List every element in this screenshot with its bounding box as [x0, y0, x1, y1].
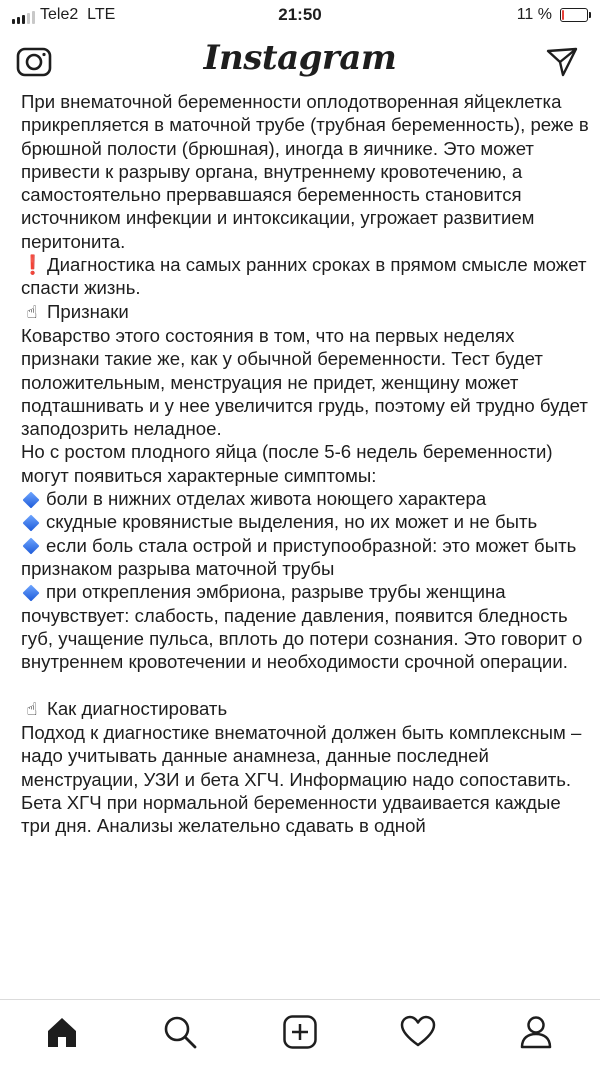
new-post-icon[interactable]	[282, 1014, 318, 1050]
signs-heading	[21, 300, 593, 324]
spacer	[21, 673, 593, 696]
blue-diamond-icon	[23, 514, 40, 531]
warning-text: Диагностика на самых ранних сроках в прямом смысле может спасти жизнь.	[21, 254, 587, 299]
pointing-up-hand-icon: ☝	[26, 301, 38, 322]
symptom-text: если боль стала острой и приступообразной: это может быть признаком разрыва маточной трубы	[21, 534, 577, 579]
blue-diamond-icon	[23, 491, 40, 508]
battery-percent: 11 %	[516, 6, 552, 23]
diagnose-heading	[21, 697, 593, 721]
status-bar	[0, 0, 600, 30]
battery-level-fill	[562, 10, 564, 20]
pointing-up-hand-icon: ☝	[26, 698, 38, 719]
paper-plane-icon[interactable]	[544, 44, 580, 80]
network-type: LTE	[87, 6, 116, 23]
signs-heading-text: Признаки	[47, 300, 129, 322]
blue-diamond-icon	[23, 538, 40, 555]
clock: 21:50	[278, 5, 322, 24]
symptom-item	[21, 510, 593, 533]
signs-text: Коварство этого состояния в том, что на первых неделях признаки такие же, как у обычной беременности. Тест будет положительным, менструация не придет, женщину может подташнивать и у нее увеличится грудь, поэтому ей трудно будет заподозрить неладное.	[21, 324, 588, 440]
post-caption	[21, 90, 593, 838]
symptom-item	[21, 487, 593, 510]
bottom-tab-bar	[0, 999, 600, 1066]
profile-icon[interactable]	[518, 1014, 554, 1050]
exclamation-icon: ❗	[21, 254, 45, 276]
search-icon[interactable]	[162, 1014, 198, 1050]
symptom-text: боли в нижних отделах живота ноющего характера	[46, 488, 487, 510]
carrier-name: Tele2	[40, 6, 79, 23]
symptom-text: при открепления эмбриона, разрыве трубы женщина почувствует: слабость, падение давления, появится бледность губ, учащение пульса, вплоть до потери сознания. Это говорит о внутреннем кровотечении и необходимости срочной операции.	[21, 581, 583, 673]
diagnose-heading-text: Как диагностировать	[47, 697, 228, 719]
symptom-text: скудные кровянистые выделения, но их может и не быть	[46, 511, 538, 533]
growth-text: Но с ростом плодного яйца (после 5-6 недель беременности) могут появиться характерные симптомы:	[21, 441, 553, 486]
app-header	[0, 30, 600, 90]
caption-intro: При внематочной беременности оплодотворенная яйцеклетка прикрепляется в маточной трубе (трубная беременность), реже в брюшной полости (брюшная), иногда в яичнике. Это может привести к разрыву органа, внутреннему кровотечению, а самостоятельно прервавшаяся беременность становится источником инфекции и интоксикации, угрожает развитием перитонита.	[21, 91, 589, 252]
caption-warning	[21, 253, 593, 300]
instagram-logo: Instagram	[203, 38, 397, 78]
symptom-item	[21, 580, 593, 673]
blue-diamond-icon	[23, 584, 40, 601]
home-icon[interactable]	[44, 1014, 80, 1050]
activity-heart-icon[interactable]	[400, 1014, 436, 1050]
battery-icon	[560, 8, 588, 22]
diagnose-text: Подход к диагностике внематочной должен быть комплексным – надо учитывать данные анамнеза, данные последней менструации, УЗИ и бета ХГЧ. Информацию надо сопоставить. Бета ХГЧ при нормальной беременности удваивается каждые три дня. Анализы желательно сдавать в одной	[21, 722, 582, 837]
symptom-item	[21, 534, 593, 581]
